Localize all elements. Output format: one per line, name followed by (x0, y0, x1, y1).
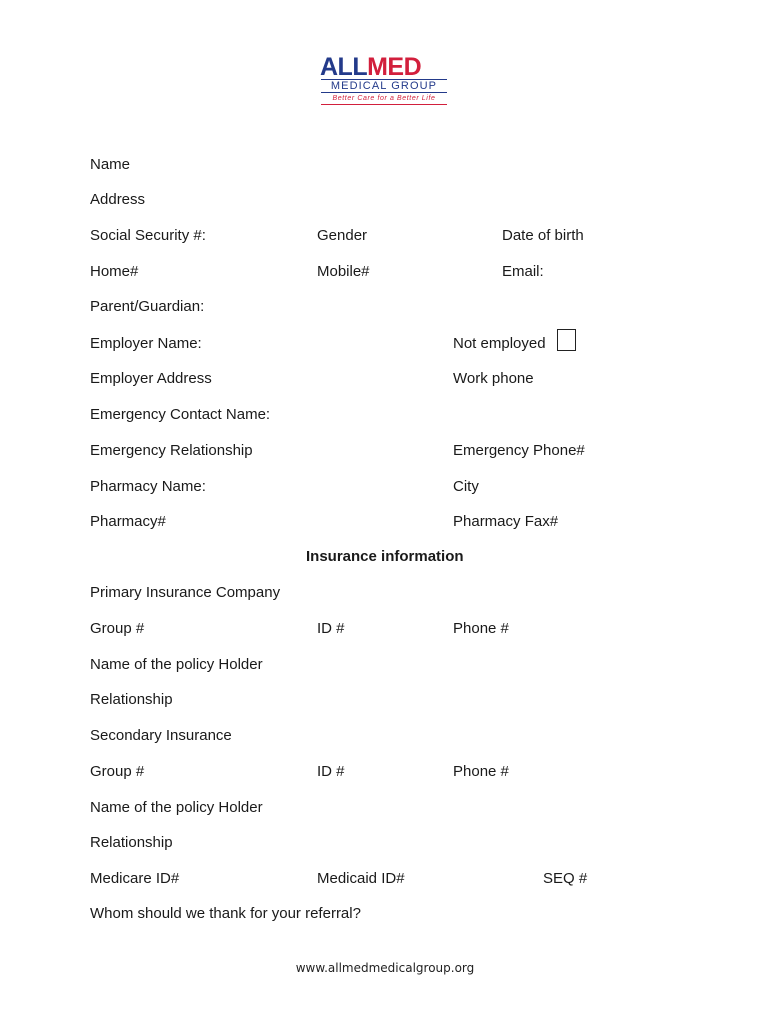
emergency-relationship-label: Emergency Relationship (90, 442, 253, 459)
ssn-label: Social Security #: (90, 227, 206, 244)
insurance-heading: Insurance information (306, 548, 464, 565)
pharmacy-number-label: Pharmacy# (90, 513, 166, 530)
city-label: City (453, 478, 479, 495)
emergency-contact-name-label: Emergency Contact Name: (90, 406, 271, 423)
allmed-logo (318, 54, 452, 110)
primary-id-label: ID # (317, 620, 345, 637)
secondary-insurance-label: Secondary Insurance (90, 727, 232, 744)
guardian-label: Parent/Guardian: (90, 298, 205, 315)
work-phone-label: Work phone (453, 370, 534, 387)
mobile-phone-label: Mobile# (317, 263, 370, 280)
secondary-id-label: ID # (317, 763, 345, 780)
primary-relationship-label: Relationship (90, 691, 173, 708)
medicaid-id-label: Medicaid ID# (317, 870, 405, 887)
medicare-id-label: Medicare ID# (90, 870, 180, 887)
primary-insurance-label: Primary Insurance Company (90, 584, 281, 601)
not-employed-label: Not employed (453, 335, 546, 352)
pharmacy-fax-label: Pharmacy Fax# (453, 513, 559, 530)
home-phone-label: Home# (90, 263, 139, 280)
employer-address-label: Employer Address (90, 370, 212, 387)
referral-label: Whom should we thank for your referral? (90, 905, 361, 922)
email-label: Email: (502, 263, 544, 280)
logo-underline (321, 104, 447, 105)
logo-tagline: Better Care for a Better Life (332, 95, 436, 102)
secondary-group-label: Group # (90, 763, 145, 780)
name-label: Name (90, 156, 131, 173)
not-employed-checkbox[interactable] (557, 329, 576, 351)
secondary-relationship-label: Relationship (90, 834, 173, 851)
gender-label: Gender (317, 227, 368, 244)
pharmacy-name-label: Pharmacy Name: (90, 478, 206, 495)
seq-label: SEQ # (543, 870, 588, 887)
employer-name-label: Employer Name: (90, 335, 202, 352)
logo-wordmark: ALLMED (320, 53, 422, 81)
emergency-phone-label: Emergency Phone# (453, 442, 585, 459)
logo-subtitle: MEDICAL GROUP (321, 79, 447, 93)
primary-phone-label: Phone # (453, 620, 509, 637)
primary-group-label: Group # (90, 620, 145, 637)
footer-url: www.allmedmedicalgroup.org (295, 961, 475, 975)
dob-label: Date of birth (502, 227, 584, 244)
secondary-phone-label: Phone # (453, 763, 509, 780)
address-label: Address (90, 191, 146, 208)
secondary-policy-holder-label: Name of the policy Holder (90, 799, 263, 816)
primary-policy-holder-label: Name of the policy Holder (90, 656, 263, 673)
